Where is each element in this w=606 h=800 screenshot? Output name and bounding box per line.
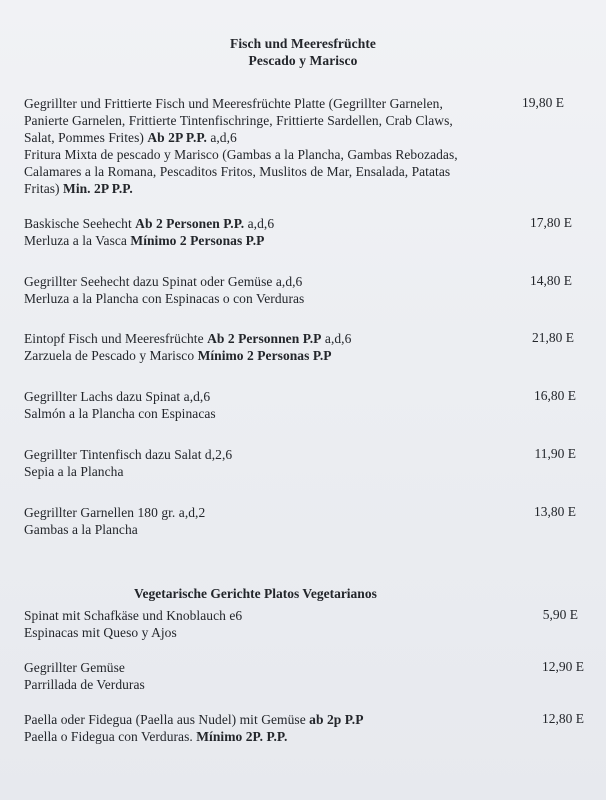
- description-line: [24, 146, 514, 163]
- fish-section-title-de: Fisch und Meeresfrüchte: [229, 36, 377, 51]
- description-text: Gegrillter und Frittierte Fisch und Meeresfrüchte Platte (Gegrillter Garnelen,: [24, 96, 443, 111]
- minimum-persons-note: Ab 2 Personen P.P.: [135, 216, 245, 231]
- veg-item-price: 12,80 E: [542, 711, 584, 726]
- description-line: [24, 112, 514, 129]
- description-line: [24, 504, 514, 521]
- veg-item-description: [24, 659, 514, 693]
- description-line: [24, 405, 514, 422]
- description-text: Gegrillter Garnellen 180 gr. a,d,2: [24, 505, 206, 520]
- fish-item-price: 11,90 E: [534, 446, 576, 461]
- description-text: Zarzuela de Pescado y Marisco: [24, 348, 198, 363]
- description-line: [24, 728, 514, 745]
- fish-section-title-es: Pescado y Marisco: [248, 53, 358, 68]
- minimum-persons-note: Mínimo 2 Personas P.P: [197, 348, 332, 363]
- description-text: Spinat mit Schafkäse und Knoblauch e6: [24, 608, 243, 623]
- description-text: Merluza a la Vasca: [24, 233, 131, 248]
- minimum-persons-note: Ab 2 Personnen P.P: [207, 331, 322, 346]
- description-text: Espinacas mit Queso y Ajos: [24, 625, 177, 640]
- description-text: Gegrillter Gemüse: [24, 660, 125, 675]
- description-text: Gambas a la Plancha: [24, 522, 138, 537]
- description-text: a,d,6: [206, 130, 237, 145]
- description-text: Fritas): [24, 181, 64, 196]
- veg-section-title: Vegetarische Gerichte Platos Vegetarianos: [134, 586, 377, 601]
- minimum-persons-note: ab 2p P.P: [309, 712, 364, 727]
- fish-item-description: [24, 388, 514, 422]
- fish-item-description: [24, 504, 514, 538]
- veg-item-price: 5,90 E: [542, 607, 578, 622]
- description-line: [24, 624, 514, 641]
- description-line: [24, 215, 514, 232]
- description-line: [24, 290, 514, 307]
- description-line: [24, 388, 514, 405]
- description-line: [24, 163, 514, 180]
- description-line: [24, 521, 514, 538]
- description-line: [24, 180, 514, 197]
- description-text: Panierte Garnelen, Frittierte Tintenfischringe, Frittierte Sardellen, Crab Claws,: [24, 113, 453, 128]
- description-line: [24, 711, 514, 728]
- fish-item-price: 14,80 E: [530, 273, 572, 288]
- veg-item-description: [24, 607, 514, 641]
- fish-item-price: 19,80 E: [522, 95, 564, 110]
- fish-item-description: [24, 330, 514, 364]
- description-text: a,d,6: [244, 216, 275, 231]
- minimum-persons-note: Ab 2P P.P.: [147, 130, 207, 145]
- fish-menu-item: [24, 215, 604, 249]
- veg-item-price: 12,90 E: [542, 659, 584, 674]
- description-text: Merluza a la Plancha con Espinacas o con Verduras: [24, 291, 305, 306]
- veg-menu-item: [24, 711, 604, 745]
- description-line: [24, 659, 514, 676]
- fish-menu-item: [24, 504, 604, 538]
- fish-menu-item: [24, 446, 604, 480]
- minimum-persons-note: Mínimo 2 Personas P.P: [130, 233, 265, 248]
- fish-menu-item: [24, 273, 604, 307]
- description-text: Baskische Seehecht: [24, 216, 136, 231]
- description-text: Gegrillter Lachs dazu Spinat a,d,6: [24, 389, 211, 404]
- fish-menu-item: [24, 388, 604, 422]
- veg-menu-item: [24, 607, 604, 641]
- description-text: Salat, Pommes Frites): [24, 130, 148, 145]
- description-text: Gegrillter Tintenfisch dazu Salat d,2,6: [24, 447, 233, 462]
- description-line: [24, 676, 514, 693]
- description-text: Fritura Mixta de pescado y Marisco (Gambas a la Plancha, Gambas Rebozadas,: [24, 147, 458, 162]
- description-text: Salmón a la Plancha con Espinacas: [24, 406, 216, 421]
- fish-menu-item: [24, 95, 604, 197]
- minimum-persons-note: Mínimo 2P. P.P.: [196, 729, 288, 744]
- description-text: Eintopf Fisch und Meeresfrüchte: [24, 331, 208, 346]
- fish-item-description: [24, 95, 514, 197]
- description-line: [24, 330, 514, 347]
- fish-menu-item: [24, 330, 604, 364]
- description-line: [24, 273, 514, 290]
- description-text: Gegrillter Seehecht dazu Spinat oder Gemüse a,d,6: [24, 274, 303, 289]
- description-text: Parrillada de Verduras: [24, 677, 145, 692]
- description-line: [24, 347, 514, 364]
- veg-menu-item: [24, 659, 604, 693]
- fish-item-price: 16,80 E: [534, 388, 576, 403]
- minimum-persons-note: Min. 2P P.P.: [63, 181, 133, 196]
- fish-section-title: [0, 35, 606, 69]
- fish-item-description: [24, 215, 514, 249]
- description-text: Paella o Fidegua con Verduras.: [24, 729, 197, 744]
- description-line: [24, 232, 514, 249]
- veg-item-description: [24, 711, 514, 745]
- description-line: [24, 463, 514, 480]
- fish-item-description: [24, 446, 514, 480]
- fish-item-description: [24, 273, 514, 307]
- description-text: Paella oder Fidegua (Paella aus Nudel) mit Gemüse: [24, 712, 310, 727]
- description-line: [24, 95, 514, 112]
- fish-item-price: 17,80 E: [530, 215, 572, 230]
- fish-item-price: 13,80 E: [534, 504, 576, 519]
- fish-item-price: 21,80 E: [532, 330, 574, 345]
- description-text: Calamares a la Romana, Pescaditos Fritos, Muslitos de Mar, Ensalada, Patatas: [24, 164, 451, 179]
- description-text: Sepia a la Plancha: [24, 464, 124, 479]
- description-line: [24, 607, 514, 624]
- description-line: [24, 446, 514, 463]
- description-line: [24, 129, 514, 146]
- description-text: a,d,6: [321, 331, 352, 346]
